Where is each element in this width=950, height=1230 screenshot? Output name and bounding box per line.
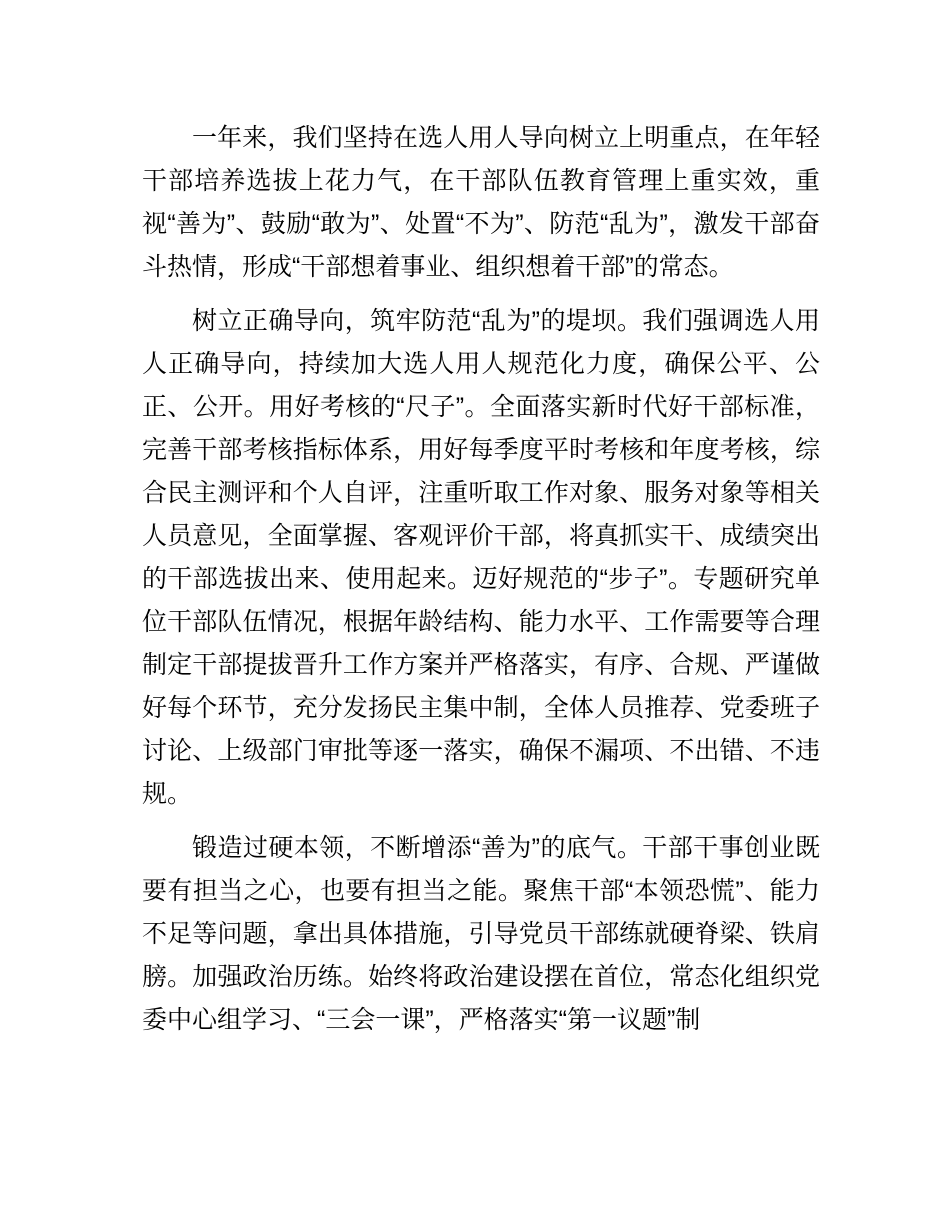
paragraph-3: 锻造过硬本领，不断增添“善为”的底气。干部干事创业既要有担当之心，也要有担当之能。聚焦干部“本领恐慌”、能力不足等问题，拿出具体措施，引导党员干部练就硬脊梁、铁肩膀。加强政治历练。始终将政治建设摆在首位，常态化组织党委中心组学习、“三会一课”，严格落实“第一议题”制 [142, 834, 820, 1034]
paragraph-1: 一年来，我们坚持在选人用人导向树立上明重点，在年轻干部培养选拔上花力气，在干部队伍教育管理上重实效，重视“善为”、鼓励“敢为”、处置“不为”、防范“乱为”，激发干部奋斗热情，形成“干部想着事业、组织想着干部”的常态。 [142, 124, 820, 281]
paragraph-2: 树立正确导向，筑牢防范“乱为”的堤坝。我们强调选人用人正确导向，持续加大选人用人规范化力度，确保公平、公正、公开。用好考核的“尺子”。全面落实新时代好干部标准，完善干部考核指标体系，用好每季度平时考核和年度考核，综合民主测评和个人自评，注重听取工作对象、服务对象等相关人员意见，全面掌握、客观评价干部，将真抓实干、成绩突出的干部选拔出来、使用起来。迈好规范的“步子”。专题研究单位干部队伍情况，根据年龄结构、能力水平、工作需要等合理制定干部提拔晋升工作方案并严格落实，有序、合规、严谨做好每个环节，充分发扬民主集中制，全体人员推荐、党委班子讨论、上级部门审批等逐一落实，确保不漏项、不出错、不违规。 [142, 307, 820, 808]
